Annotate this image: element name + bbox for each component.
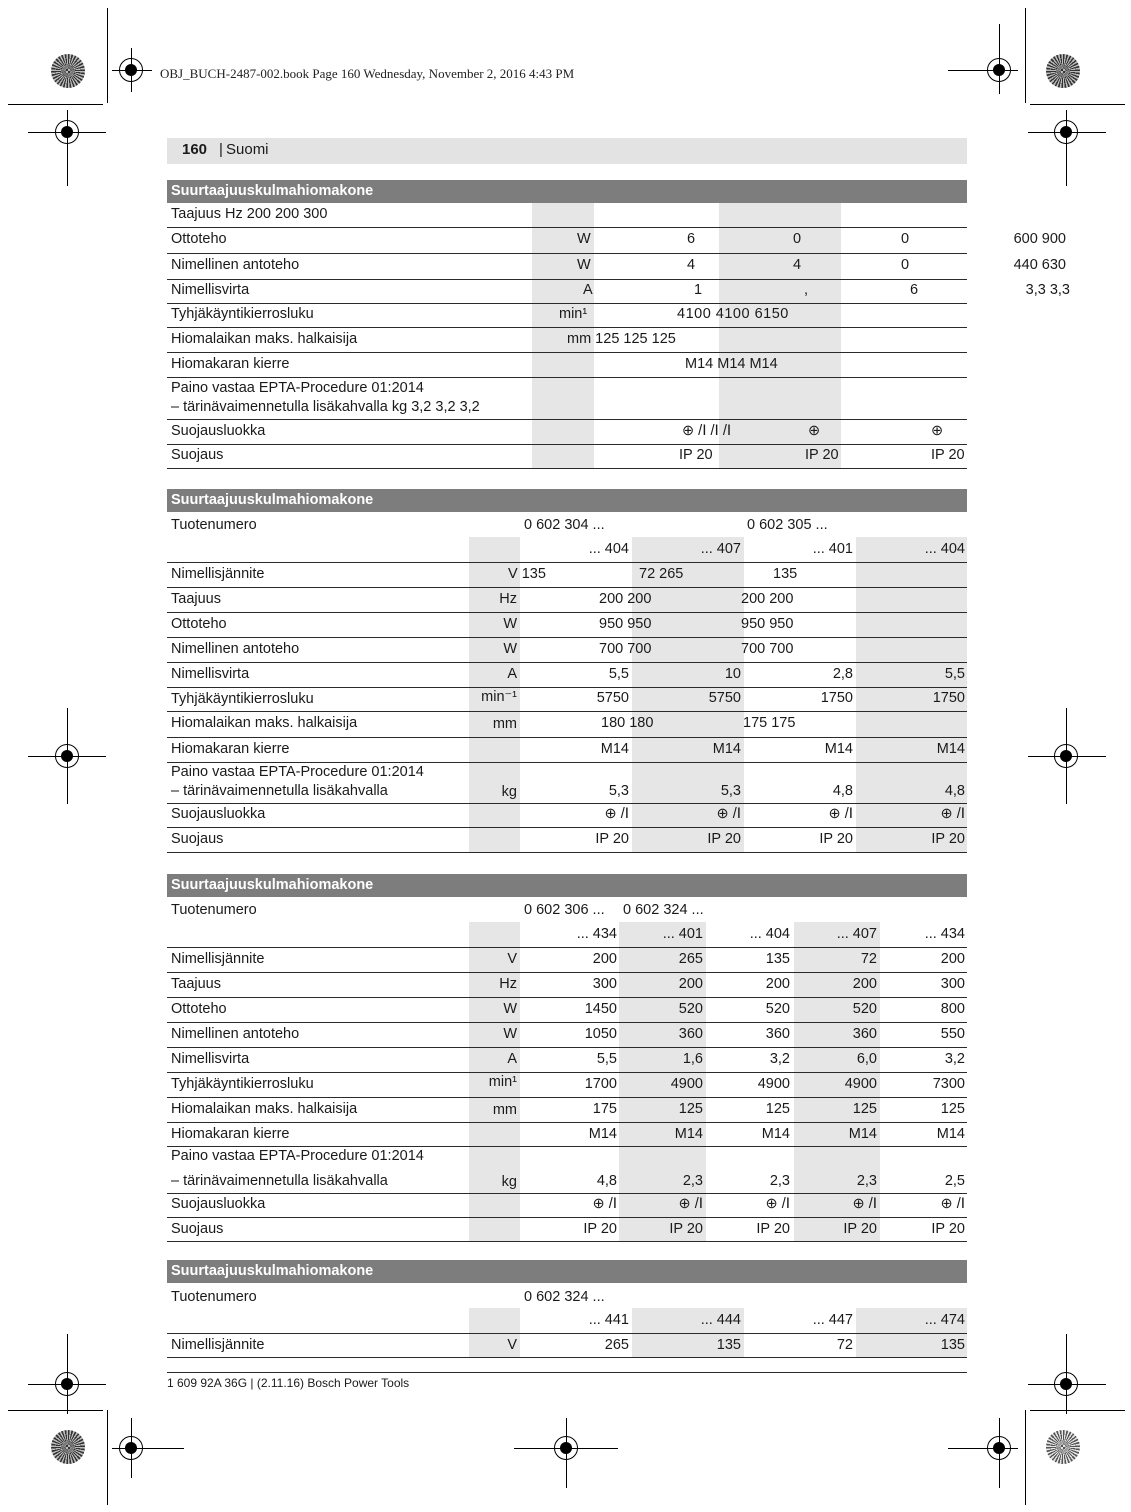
table-cell: M14 bbox=[674, 1126, 703, 1142]
table-cell: 1750 bbox=[932, 690, 965, 706]
outside-value: 3,3 3,3 bbox=[1025, 282, 1070, 298]
table-cell: M14 bbox=[600, 741, 629, 757]
table-cell: IP 20 bbox=[756, 1221, 790, 1237]
table-cell: Tyhjäkäyntikierrosluku bbox=[171, 306, 314, 322]
table-cell: IP 20 bbox=[931, 447, 965, 463]
table-cell: 520 bbox=[765, 1001, 790, 1017]
crop-mark-line bbox=[993, 1442, 1005, 1454]
table-cell: ... 474 bbox=[924, 1312, 965, 1328]
table-cell: IP 20 bbox=[805, 447, 839, 463]
table-cell: Hiomakaran kierre bbox=[171, 741, 290, 757]
table-cell: 4,8 bbox=[944, 783, 965, 799]
table-cell: 0 602 306 ... bbox=[524, 902, 605, 918]
table-cell: 200 bbox=[765, 976, 790, 992]
table-cell: 800 bbox=[940, 1001, 965, 1017]
table-cell: Suojaus bbox=[171, 447, 224, 463]
table-cell: 0 602 324 ... bbox=[524, 1289, 605, 1305]
table-cell: Taajuus bbox=[171, 591, 221, 607]
table-cell: 520 bbox=[678, 1001, 703, 1017]
table-cell: ... 404 bbox=[749, 926, 790, 942]
crop-mark-line bbox=[1060, 126, 1072, 138]
table-cell: 0 bbox=[793, 231, 802, 247]
table-cell: 3,2 bbox=[944, 1051, 965, 1067]
table-row bbox=[167, 1073, 967, 1098]
table-cell: 135 bbox=[773, 566, 798, 582]
table-row bbox=[167, 280, 967, 304]
crop-line bbox=[1025, 1410, 1026, 1505]
table-cell: M14 bbox=[848, 1126, 877, 1142]
table-row bbox=[167, 328, 967, 353]
table-cell: 6 bbox=[687, 231, 696, 247]
table-cell: 135 bbox=[765, 951, 790, 967]
registration-rose-icon bbox=[51, 54, 85, 88]
table-cell: Paino vastaa EPTA-Procedure 01:2014 bbox=[171, 764, 424, 780]
spec-table-3 bbox=[167, 874, 967, 1244]
page-footer: 1 609 92A 36G | (2.11.16) Bosch Power Tools bbox=[167, 1376, 410, 1390]
table-cell: IP 20 bbox=[595, 831, 629, 847]
table-cell: 3,2 bbox=[769, 1051, 790, 1067]
header-separator: | bbox=[219, 141, 223, 158]
registration-rose-icon bbox=[51, 1430, 85, 1464]
table-cell: 0 602 324 ... bbox=[623, 902, 704, 918]
table-cell: ⊕ /Ⅰ bbox=[765, 1196, 790, 1212]
table-cell: 5,5 bbox=[596, 1051, 617, 1067]
table-row bbox=[167, 998, 967, 1023]
table-cell: Hiomakaran kierre bbox=[171, 356, 290, 372]
table-cell: ⊕ bbox=[808, 423, 821, 439]
table-cell: ⊕ /Ⅰ bbox=[940, 1196, 965, 1212]
table-cell: ... 401 bbox=[812, 541, 853, 557]
crop-mark-line bbox=[993, 64, 1005, 76]
table-cell: W bbox=[503, 641, 517, 657]
table-cell: Ottoteho bbox=[171, 616, 227, 632]
table-cell: 360 bbox=[678, 1026, 703, 1042]
table-cell: Tuotenumero bbox=[171, 902, 257, 918]
table-cell: 1,6 bbox=[682, 1051, 703, 1067]
table-cell: Nimellisjännite bbox=[171, 1337, 265, 1353]
table-cell: 4,8 bbox=[832, 783, 853, 799]
table-cell: IP 20 bbox=[707, 831, 741, 847]
table-cell: 135 bbox=[716, 1337, 741, 1353]
table-cell: 5,5 bbox=[944, 666, 965, 682]
table-cell: 5,5 bbox=[608, 666, 629, 682]
table-row bbox=[167, 378, 967, 420]
table-cell: min¹ bbox=[559, 306, 588, 322]
table-row bbox=[167, 688, 967, 712]
table-row bbox=[167, 228, 967, 254]
table-row bbox=[167, 1098, 967, 1123]
table-cell: IP 20 bbox=[843, 1221, 877, 1237]
table-cell: ⊕ /Ⅰ bbox=[592, 1196, 617, 1212]
table-cell: 2,8 bbox=[832, 666, 853, 682]
table-cell: mm bbox=[492, 1102, 517, 1118]
table-cell: M14 bbox=[824, 741, 853, 757]
table-cell: A bbox=[583, 282, 593, 298]
table-cell: 4100 4100 6150 bbox=[677, 306, 789, 322]
table-cell: W bbox=[577, 231, 591, 247]
table-cell: ... 441 bbox=[588, 1312, 629, 1328]
table-cell: 520 bbox=[852, 1001, 877, 1017]
table-cell: 5750 bbox=[596, 690, 629, 706]
table-cell: A bbox=[507, 1051, 517, 1067]
table-row bbox=[167, 537, 967, 563]
table-cell: IP 20 bbox=[931, 1221, 965, 1237]
table-cell: 6 bbox=[910, 282, 919, 298]
table-cell: ... 447 bbox=[812, 1312, 853, 1328]
table-cell: 200 bbox=[852, 976, 877, 992]
table-title: Suurtaajuuskulmahiomakone bbox=[167, 1260, 967, 1283]
table-cell: – tärinävaimennetulla lisäkahvalla bbox=[171, 1173, 388, 1189]
table-cell: 6,0 bbox=[856, 1051, 877, 1067]
spec-table-2 bbox=[167, 489, 967, 855]
table-cell: 700 700 bbox=[741, 641, 794, 657]
table-cell: 2,3 bbox=[856, 1173, 877, 1189]
table-cell: ... 401 bbox=[662, 926, 703, 942]
crop-mark-line bbox=[125, 64, 137, 76]
table-row bbox=[167, 804, 967, 828]
outside-value: 440 630 bbox=[1013, 257, 1066, 273]
table-cell: 5,3 bbox=[720, 783, 741, 799]
table-cell: mm bbox=[492, 716, 517, 732]
table-cell: Taajuus Hz 200 200 300 bbox=[171, 206, 328, 222]
crop-mark-line bbox=[61, 1378, 73, 1390]
spec-table-4 bbox=[167, 1260, 967, 1360]
table-cell: 550 bbox=[940, 1026, 965, 1042]
table-row bbox=[167, 897, 967, 921]
table-cell: 200 bbox=[592, 951, 617, 967]
registration-rose-icon bbox=[1046, 1430, 1080, 1464]
table-cell: Hiomalaikan maks. halkaisija bbox=[171, 331, 358, 347]
table-cell: 700 700 bbox=[599, 641, 652, 657]
table-cell: 1700 bbox=[584, 1076, 617, 1092]
table-row bbox=[167, 948, 967, 973]
table-cell: ... 404 bbox=[588, 541, 629, 557]
table-cell: min¹ bbox=[488, 1074, 517, 1090]
table-title: Suurtaajuuskulmahiomakone bbox=[167, 180, 967, 203]
table-cell: M14 bbox=[761, 1126, 790, 1142]
table-row bbox=[167, 353, 967, 378]
table-cell: 125 bbox=[940, 1101, 965, 1117]
table-cell: 5750 bbox=[708, 690, 741, 706]
table-row bbox=[167, 588, 967, 613]
table-cell: IP 20 bbox=[679, 447, 713, 463]
table-title: Suurtaajuuskulmahiomakone bbox=[167, 489, 967, 512]
table-cell: 1750 bbox=[820, 690, 853, 706]
table-cell: 4900 bbox=[757, 1076, 790, 1092]
crop-mark-line bbox=[125, 1442, 137, 1454]
table-cell: A bbox=[507, 666, 517, 682]
table-cell: 5,3 bbox=[608, 783, 629, 799]
table-cell: 2,5 bbox=[944, 1173, 965, 1189]
table-cell: 1450 bbox=[584, 1001, 617, 1017]
table-row bbox=[167, 712, 967, 738]
table-title: Suurtaajuuskulmahiomakone bbox=[167, 874, 967, 897]
table-cell: Suojaus bbox=[171, 1221, 224, 1237]
table-cell: – tärinävaimennetulla lisäkahvalla bbox=[171, 783, 388, 799]
table-row bbox=[167, 420, 967, 445]
table-cell: Suojausluokka bbox=[171, 806, 266, 822]
table-cell: ... 434 bbox=[576, 926, 617, 942]
table-cell: 265 bbox=[604, 1337, 629, 1353]
table-cell: 4,8 bbox=[596, 1173, 617, 1189]
crop-mark-line bbox=[1060, 1378, 1072, 1390]
table-cell: 175 175 bbox=[743, 715, 796, 731]
table-row bbox=[167, 512, 967, 536]
crop-line bbox=[107, 8, 108, 103]
registration-rose-icon bbox=[1046, 54, 1080, 88]
crop-line bbox=[8, 104, 103, 105]
table-cell: Suojaus bbox=[171, 831, 224, 847]
table-cell: 300 bbox=[940, 976, 965, 992]
table-cell: Nimellisjännite bbox=[171, 566, 265, 582]
crop-line bbox=[1025, 8, 1026, 103]
table-cell: Paino vastaa EPTA-Procedure 01:2014 bbox=[171, 1148, 424, 1164]
table-row bbox=[167, 203, 967, 228]
table-cell: 180 180 bbox=[601, 715, 654, 731]
table-cell: 10 bbox=[724, 666, 741, 682]
crop-mark-line bbox=[1060, 750, 1072, 762]
table-cell: 300 bbox=[592, 976, 617, 992]
table-cell: min⁻¹ bbox=[481, 689, 517, 705]
table-cell: Ottoteho bbox=[171, 1001, 227, 1017]
table-row bbox=[167, 828, 967, 853]
table-row bbox=[167, 563, 967, 588]
print-header: OBJ_BUCH-2487-002.book Page 160 Wednesday, November 2, 2016 4:43 PM bbox=[160, 66, 575, 81]
table-cell: Suojausluokka bbox=[171, 423, 266, 439]
table-cell: 200 bbox=[940, 951, 965, 967]
table-cell: V 135 bbox=[508, 566, 546, 582]
table-cell: IP 20 bbox=[583, 1221, 617, 1237]
table-cell: 72 bbox=[860, 951, 877, 967]
table-cell: W bbox=[503, 616, 517, 632]
table-cell: 7300 bbox=[932, 1076, 965, 1092]
table-cell: Paino vastaa EPTA-Procedure 01:2014 bbox=[171, 380, 424, 396]
table-cell: Tyhjäkäyntikierrosluku bbox=[171, 1076, 314, 1092]
table-cell: 4900 bbox=[844, 1076, 877, 1092]
table-cell: 360 bbox=[852, 1026, 877, 1042]
table-row bbox=[167, 663, 967, 688]
crop-mark-line bbox=[61, 126, 73, 138]
table-cell: 2,3 bbox=[682, 1173, 703, 1189]
spec-table-1 bbox=[167, 180, 967, 470]
outside-value: 600 900 bbox=[1013, 231, 1066, 247]
table-cell: 4900 bbox=[670, 1076, 703, 1092]
table-row bbox=[167, 1283, 967, 1307]
table-cell: ... 444 bbox=[700, 1312, 741, 1328]
table-cell: ⊕ /Ⅰ bbox=[852, 1196, 877, 1212]
table-row bbox=[167, 254, 967, 280]
table-cell: Hiomakaran kierre bbox=[171, 1126, 290, 1142]
table-cell: Suojausluokka bbox=[171, 1196, 266, 1212]
page-number: 160 bbox=[182, 141, 208, 158]
table-cell: mm 125 125 125 bbox=[567, 331, 676, 347]
footer-rule bbox=[167, 1372, 967, 1373]
table-row bbox=[167, 1123, 967, 1147]
table-cell: 200 200 bbox=[741, 591, 794, 607]
table-cell: M14 bbox=[936, 741, 965, 757]
table-cell: Nimellisjännite bbox=[171, 951, 265, 967]
table-cell: 950 950 bbox=[741, 616, 794, 632]
table-cell: 125 bbox=[852, 1101, 877, 1117]
table-cell: Nimellinen antoteho bbox=[171, 257, 300, 273]
table-cell: Nimellinen antoteho bbox=[171, 641, 300, 657]
table-cell: , bbox=[804, 282, 809, 298]
crop-line bbox=[1030, 104, 1125, 105]
table-row bbox=[167, 1147, 967, 1194]
table-cell: 125 bbox=[678, 1101, 703, 1117]
table-row bbox=[167, 613, 967, 638]
table-cell: Tuotenumero bbox=[171, 517, 257, 533]
table-cell: IP 20 bbox=[819, 831, 853, 847]
table-cell: Tyhjäkäyntikierrosluku bbox=[171, 691, 314, 707]
table-cell: ... 404 bbox=[924, 541, 965, 557]
table-cell: kg bbox=[501, 784, 517, 800]
page-language: Suomi bbox=[226, 141, 269, 158]
crop-line bbox=[8, 1410, 103, 1411]
table-cell: 4 bbox=[793, 257, 802, 273]
table-cell: 0 bbox=[901, 231, 910, 247]
table-cell: 265 bbox=[678, 951, 703, 967]
table-cell: Ottoteho bbox=[171, 231, 227, 247]
table-cell: M14 M14 M14 bbox=[685, 356, 778, 372]
table-row bbox=[167, 1308, 967, 1334]
table-cell: Nimellinen antoteho bbox=[171, 1026, 300, 1042]
table-cell: Nimellisvirta bbox=[171, 666, 250, 682]
table-cell: kg bbox=[501, 1174, 517, 1190]
crop-line bbox=[1030, 1410, 1125, 1411]
table-cell: ⊕ /Ⅰ bbox=[940, 806, 965, 822]
table-cell: M14 bbox=[936, 1126, 965, 1142]
table-cell: M14 bbox=[588, 1126, 617, 1142]
table-cell: Tuotenumero bbox=[171, 1289, 257, 1305]
table-row bbox=[167, 1334, 967, 1358]
table-row bbox=[167, 973, 967, 998]
table-cell: 2,3 bbox=[769, 1173, 790, 1189]
crop-mark-line bbox=[61, 750, 73, 762]
table-row bbox=[167, 763, 967, 804]
table-cell: 72 bbox=[836, 1337, 853, 1353]
table-cell: M14 bbox=[712, 741, 741, 757]
table-cell: ⊕ /Ⅰ bbox=[678, 1196, 703, 1212]
table-cell: Hz bbox=[499, 976, 517, 992]
table-row bbox=[167, 1023, 967, 1048]
table-row bbox=[167, 1218, 967, 1242]
table-cell: ... 407 bbox=[700, 541, 741, 557]
table-cell: 1 bbox=[694, 282, 703, 298]
table-cell: 1050 bbox=[584, 1026, 617, 1042]
table-cell: 4 bbox=[687, 257, 696, 273]
table-cell: ⊕ /Ⅰ bbox=[716, 806, 741, 822]
table-cell: V bbox=[507, 1337, 517, 1353]
table-cell: 125 bbox=[765, 1101, 790, 1117]
table-row bbox=[167, 304, 967, 328]
table-cell: Taajuus bbox=[171, 976, 221, 992]
table-row bbox=[167, 1048, 967, 1073]
table-cell: IP 20 bbox=[931, 831, 965, 847]
table-cell: W bbox=[577, 257, 591, 273]
table-cell: V bbox=[507, 951, 517, 967]
table-cell: 360 bbox=[765, 1026, 790, 1042]
table-cell: ⊕ /Ⅰ /Ⅰ /Ⅰ bbox=[682, 423, 732, 439]
table-cell: 200 bbox=[678, 976, 703, 992]
table-cell: Nimellisvirta bbox=[171, 1051, 250, 1067]
table-cell: 175 bbox=[592, 1101, 617, 1117]
table-cell: – tärinävaimennetulla lisäkahvalla kg 3,2 3,2 3,2 bbox=[171, 399, 480, 415]
table-cell: ... 434 bbox=[924, 926, 965, 942]
table-cell: IP 20 bbox=[669, 1221, 703, 1237]
page-header bbox=[167, 138, 967, 164]
table-cell: Nimellisvirta bbox=[171, 282, 250, 298]
table-row bbox=[167, 922, 967, 948]
table-cell: 72 265 bbox=[639, 566, 684, 582]
table-cell: 0 602 305 ... bbox=[747, 517, 828, 533]
table-cell: 0 602 304 ... bbox=[524, 517, 605, 533]
table-cell: ⊕ /Ⅰ bbox=[828, 806, 853, 822]
table-row bbox=[167, 445, 967, 469]
table-cell: Hz bbox=[499, 591, 517, 607]
table-cell: Hiomalaikan maks. halkaisija bbox=[171, 1101, 358, 1117]
table-cell: 0 bbox=[901, 257, 910, 273]
table-cell: ⊕ /Ⅰ bbox=[604, 806, 629, 822]
crop-mark-line bbox=[560, 1442, 572, 1454]
crop-line bbox=[107, 1410, 108, 1505]
table-cell: ⊕ bbox=[931, 423, 944, 439]
table-cell: W bbox=[503, 1026, 517, 1042]
table-cell: 135 bbox=[940, 1337, 965, 1353]
table-cell: 200 200 bbox=[599, 591, 652, 607]
table-row bbox=[167, 738, 967, 763]
table-row bbox=[167, 1194, 967, 1218]
table-cell: Hiomalaikan maks. halkaisija bbox=[171, 715, 358, 731]
table-row bbox=[167, 638, 967, 663]
table-cell: ... 407 bbox=[836, 926, 877, 942]
table-cell: 950 950 bbox=[599, 616, 652, 632]
table-cell: W bbox=[503, 1001, 517, 1017]
